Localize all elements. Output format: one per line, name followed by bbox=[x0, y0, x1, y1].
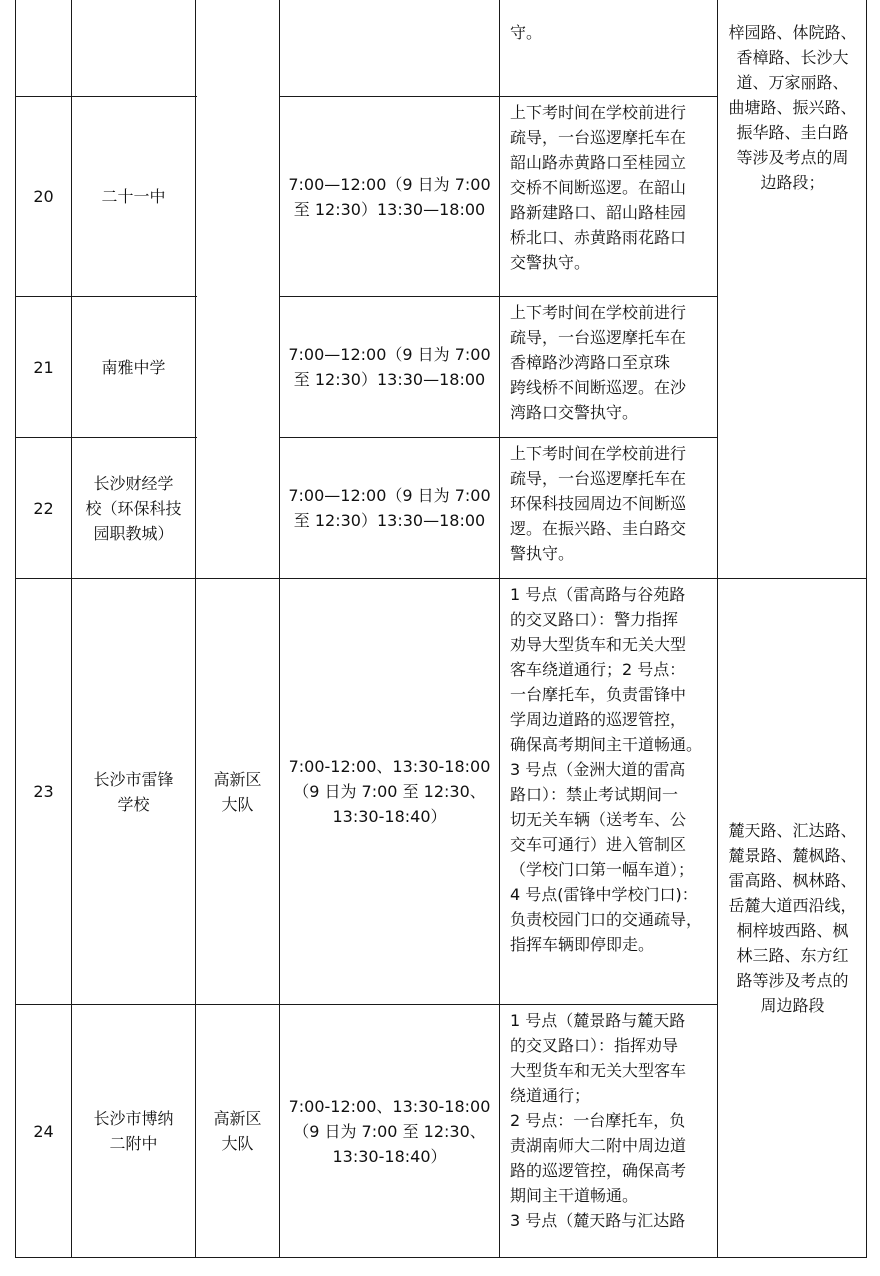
row-number: 21 bbox=[33, 357, 54, 377]
exam-time: 7:00-12:00、13:30-18:00 （9 日为 7:00 至 12:30、 13:30-18:40） bbox=[288, 757, 491, 826]
table-border-bottom bbox=[15, 1257, 866, 1258]
measures-cell-continued: 守。 bbox=[510, 23, 543, 42]
school-name: 南雅中学 bbox=[101, 357, 166, 377]
traffic-measures: 1 号点（雷高路与谷苑路 的交叉路口）：警力指挥 劝导大型货车和无关大型 客车绕道通行；2 号点： 一台摩托车，负责雷锋中 学周边道路的巡逻管控， 确保高考期间主干道畅通。 3 号点（金洲大道的雷高 路口）：禁止考试期间一 切无关车辆（送考车、公 交车可通行）进入管制区 （学校门口第一幅车道）； 4 号点(雷锋中学校门口)： 负责校园门口的交通疏导， 指挥车辆即停即走。 bbox=[510, 585, 703, 954]
traffic-measures: 上下考时间在学校前进行 疏导，一台巡逻摩托车在 韶山路赤黄路口至桂园立 交桥不间断巡逻。在韶山 路新建路口、韶山路桂园 桥北口、赤黄路雨花路口 交警执守。 bbox=[510, 103, 687, 272]
table-border-right bbox=[866, 0, 867, 1258]
traffic-measures: 1 号点（麓景路与麓天路 的交叉路口）：指挥劝导 大型货车和无关大型客车 绕道通行； 2 号点：一台摩托车，负 责湖南师大二附中周边道 路的巡逻管控，确保高考 期间主干道畅通。 3 号点（麓天路与汇达路 bbox=[510, 1011, 687, 1230]
traffic-measures: 上下考时间在学校前进行 疏导，一台巡逻摩托车在 香樟路沙湾路口至京珠 跨线桥不间断巡逻。在沙 湾路口交警执守。 bbox=[510, 303, 687, 422]
row-number: 24 bbox=[33, 1121, 54, 1141]
exam-time: 7:00-12:00、13:30-18:00 （9 日为 7:00 至 12:30、 13:30-18:40） bbox=[288, 1096, 491, 1166]
exam-time: 7:00—12:00（9 日为 7:00 至 12:30）13:30—18:00 bbox=[288, 174, 491, 219]
roads-cell-group2: 麓天路、汇达路、 麓景路、麓枫路、 雷高路、枫林路、 岳麓大道西沿线， 桐梓坡西路、枫 林三路、东方红 路等涉及考点的 周边路段 bbox=[728, 821, 857, 1015]
row-number: 22 bbox=[33, 498, 54, 518]
exam-time: 7:00—12:00（9 日为 7:00 至 12:30）13:30—18:00 bbox=[288, 345, 491, 389]
column-divider bbox=[499, 0, 500, 1258]
school-name: 长沙财经学 校（环保科技 园职教城） bbox=[85, 473, 182, 543]
row-number: 23 bbox=[33, 782, 54, 801]
school-name: 长沙市雷锋 学校 bbox=[93, 769, 174, 814]
column-divider bbox=[717, 0, 718, 1258]
school-name: 长沙市博纳 二附中 bbox=[93, 1109, 174, 1153]
row-number: 20 bbox=[33, 187, 54, 206]
school-name: 二十一中 bbox=[101, 187, 166, 206]
police-unit: 高新区 大队 bbox=[213, 1109, 262, 1153]
police-unit: 高新区 大队 bbox=[213, 769, 262, 814]
traffic-measures: 上下考时间在学校前进行 疏导，一台巡逻摩托车在 环保科技园周边不间断巡 逻。在振兴路、圭白路交 警执守。 bbox=[510, 444, 687, 563]
exam-time: 7:00—12:00（9 日为 7:00 至 12:30）13:30—18:00 bbox=[288, 486, 491, 530]
roads-cell-group1: 梓园路、体院路、 香樟路、长沙大 道、万家丽路、 曲塘路、振兴路、 振华路、圭白路 等涉及考点的周 边路段； bbox=[728, 23, 857, 192]
